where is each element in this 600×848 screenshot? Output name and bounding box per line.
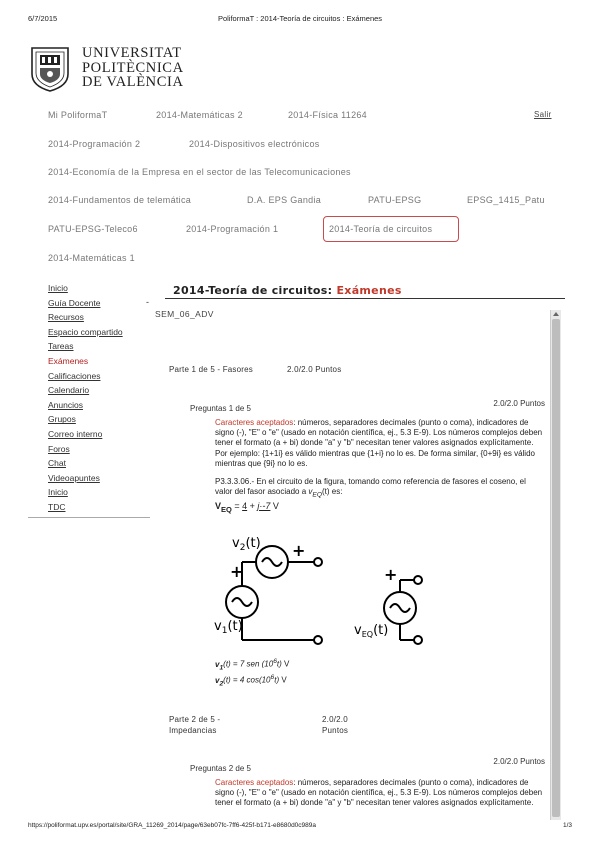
terminal-top-right xyxy=(414,576,422,584)
answer-unit: V xyxy=(270,501,279,512)
print-date: 6/7/2015 xyxy=(28,14,58,23)
tab-patu-epsg-teleco6[interactable]: PATU-EPSG-Teleco6 xyxy=(48,224,138,234)
logo-line-1: UNIVERSITAT xyxy=(82,45,182,61)
question-statement xyxy=(215,477,545,501)
v2-def-end: t) xyxy=(274,675,280,685)
answer-real-field[interactable]: 4 xyxy=(242,501,248,512)
accepted-label: Caracteres aceptados xyxy=(215,418,294,427)
source-v1-sine xyxy=(232,598,252,606)
accepted-text: : números, separadores decimales (punto o coma), indicadores de signo (-), "E" o "e" (usado en notación científica, ej., 5.3 E-9). Los números complejos deben tener el formato (a + bi) donde "a" y "b" necesitan tener valores asignados explícitamente. xyxy=(215,418,543,448)
page-title xyxy=(173,284,402,297)
veq-plus: + xyxy=(384,565,398,584)
title-divider xyxy=(165,298,565,299)
part-1-label: Parte 1 de 5 - Fasores xyxy=(169,365,253,374)
logout-link[interactable]: Salir xyxy=(534,110,552,119)
sidebar-item-foros[interactable]: Foros xyxy=(48,443,70,454)
print-page-number: 1/3 xyxy=(562,822,572,829)
sidebar-item-videoapuntes[interactable]: Videoapuntes xyxy=(48,472,100,483)
question-2-body xyxy=(215,778,545,818)
tab-epsg-1415-patu[interactable]: EPSG_1415_Patu xyxy=(467,195,545,205)
tab-matematicas-2[interactable]: 2014-Matemáticas 2 xyxy=(156,110,243,120)
answer-plus: + xyxy=(247,501,258,512)
question-2-points: 2.0/2.0 Puntos xyxy=(493,757,545,766)
v2-plus: + xyxy=(292,541,306,560)
answer-line xyxy=(215,501,545,515)
sidebar-item-inicio[interactable]: Inicio xyxy=(48,283,68,293)
v2-def-exp: 6 xyxy=(270,674,275,681)
sidebar-item-tdc[interactable]: TDC xyxy=(48,501,66,512)
veq-label: $v_{EQ}(t)$ xyxy=(354,623,389,639)
logo-line-3: DE VALÈNCIA xyxy=(82,74,184,90)
sidebar-item-correo-interno[interactable]: Correo interno xyxy=(48,428,103,439)
sidebar-item-recursos[interactable]: Recursos xyxy=(48,312,84,323)
example-note: Por ejemplo: {1+1i} es válido mientras que {1+i} no lo es. De forma similar, {0+9i} es válido mientras que {9i} no lo es. xyxy=(215,448,535,468)
question-2-label: Preguntas 2 de 5 xyxy=(190,764,251,773)
tab-dispositivos[interactable]: 2014-Dispositivos electrónicos xyxy=(189,139,320,149)
accepted-characters-note-2 xyxy=(215,778,545,809)
content-scrollbar[interactable] xyxy=(550,310,561,820)
v1-def-expr: (t) = 7 sen (10 xyxy=(223,659,274,669)
tab-teoria-circuitos[interactable]: 2014-Teoría de circuitos xyxy=(323,216,459,242)
tab-matematicas-1[interactable]: 2014-Matemáticas 1 xyxy=(48,253,135,263)
terminal-top-left xyxy=(314,558,322,566)
accepted-label-2: Caracteres aceptados xyxy=(215,778,294,787)
tab-patu-epsg[interactable]: PATU-EPSG xyxy=(368,195,422,205)
accepted-characters-note xyxy=(215,418,545,449)
part-2-points xyxy=(322,714,348,736)
sidebar-divider xyxy=(28,517,150,518)
terminal-bottom-left xyxy=(314,636,322,644)
v2-definition xyxy=(215,674,287,687)
statement-text: P3.3.3.06.- En el circuito de la figura, tomando como referencia de fasores el coseno, el valor del fasor asociado a xyxy=(215,477,526,497)
part-1-points: 2.0/2.0 Puntos xyxy=(287,365,342,374)
v1-def-end: t) xyxy=(276,659,282,669)
print-url: https://poliformat.upv.es/portal/site/GRA_11269_2014/page/63eb07fc-7ff6-425f-b171-e8680d0c989a xyxy=(28,822,317,829)
page-title-site: 2014-Teoría de circuitos: xyxy=(173,284,333,297)
statement-tail: (t) es: xyxy=(322,487,343,497)
sidebar-item-inicio-2[interactable]: Inicio xyxy=(48,487,68,498)
source-veq-sine xyxy=(390,604,410,612)
question-1-label: Preguntas 1 de 5 xyxy=(190,404,251,413)
v2-def-sub: 2 xyxy=(219,680,224,688)
sidebar-item-calificaciones[interactable]: Calificaciones xyxy=(48,370,101,381)
page-title-section: Exámenes xyxy=(336,284,402,297)
tool-menu xyxy=(48,281,148,515)
v2-label: $v_2(t)$ xyxy=(232,536,261,553)
v2-def-var: v xyxy=(215,675,220,685)
part-2-points-line2: Puntos xyxy=(322,726,349,735)
sidebar-item-guia-docente[interactable]: Guía Docente xyxy=(48,297,101,308)
university-seal-icon xyxy=(28,44,72,92)
v2-def-unit: V xyxy=(279,675,287,685)
sidebar-item-calendario[interactable]: Calendario xyxy=(48,385,90,396)
sidebar-item-chat[interactable]: Chat xyxy=(48,458,66,469)
tab-mi-poliformat[interactable]: Mi PoliformaT xyxy=(48,110,108,120)
v2-def-expr: (t) = 4 cos(10 xyxy=(223,675,271,685)
scroll-thumb[interactable] xyxy=(552,319,560,817)
statement-var: v xyxy=(308,487,313,497)
question-1-points: 2.0/2.0 Puntos xyxy=(493,399,545,408)
part-2-label-line1: Parte 2 de 5 - xyxy=(169,715,221,724)
v1-label: $v_1(t)$ xyxy=(214,619,243,636)
answer-imag-field[interactable]: j·-7 xyxy=(257,501,271,512)
v1-plus: + xyxy=(230,562,244,581)
statement-sub: EQ xyxy=(312,491,323,499)
question-1-body xyxy=(215,418,545,515)
circuit-diagram xyxy=(214,532,444,660)
sidebar-item-tareas[interactable]: Tareas xyxy=(48,341,74,352)
answer-label: V xyxy=(215,501,222,512)
tab-economia[interactable]: 2014-Economía de la Empresa en el sector de las Telecomunicaciones xyxy=(48,167,351,177)
part-2-label-line2: Impedancias xyxy=(169,726,217,735)
sidebar-item-examenes[interactable]: Exámenes xyxy=(48,355,89,366)
print-header xyxy=(28,14,572,26)
exam-name: SEM_06_ADV xyxy=(155,309,214,319)
sidebar-collapse-handle[interactable]: - xyxy=(146,297,149,307)
part-2-label xyxy=(169,714,220,736)
tab-fisica[interactable]: 2014-Física 11264 xyxy=(288,110,367,120)
part-2-points-line1: 2.0/2.0 xyxy=(322,715,348,724)
sidebar-item-grupos[interactable]: Grupos xyxy=(48,414,76,425)
accepted-text-2: : números, separadores decimales (punto o coma), indicadores de signo (-), "E" o "e" (usado en notación científica, ej., 5.3 E-9). Los números complejos deben tener el formato (a + bi) donde "a" y "b" necesitan tener valores asignados explícitamente. xyxy=(215,778,543,808)
v1-def-var: v xyxy=(215,659,220,669)
scroll-up-icon[interactable] xyxy=(553,312,559,316)
print-title: PoliformaT : 2014-Teoría de circuitos : Exámenes xyxy=(217,14,383,23)
v1-def-unit: V xyxy=(281,659,290,669)
logo-line-2: POLITÈCNICA xyxy=(82,59,184,76)
upv-logo[interactable] xyxy=(28,44,184,94)
v1-def-sub: 1 xyxy=(219,664,224,672)
terminal-bottom-right xyxy=(414,636,422,644)
source-v2-sine xyxy=(262,558,282,566)
university-name xyxy=(82,46,184,90)
answer-sub: EQ xyxy=(221,504,232,514)
v1-definition xyxy=(215,658,289,671)
sidebar-item-espacio-compartido[interactable]: Espacio compartido xyxy=(48,326,123,337)
sidebar-item-anuncios[interactable]: Anuncios xyxy=(48,399,83,410)
tab-programacion-2[interactable]: 2014-Programación 2 xyxy=(48,139,141,149)
tab-programacion-1[interactable]: 2014-Programación 1 xyxy=(186,224,279,234)
tab-da-eps-gandia[interactable]: D.A. EPS Gandia xyxy=(247,195,322,205)
answer-eq: = xyxy=(231,501,243,512)
tab-fundamentos-telematica[interactable]: 2014-Fundamentos de telemática xyxy=(48,195,192,205)
v1-def-exp: 6 xyxy=(273,658,277,665)
